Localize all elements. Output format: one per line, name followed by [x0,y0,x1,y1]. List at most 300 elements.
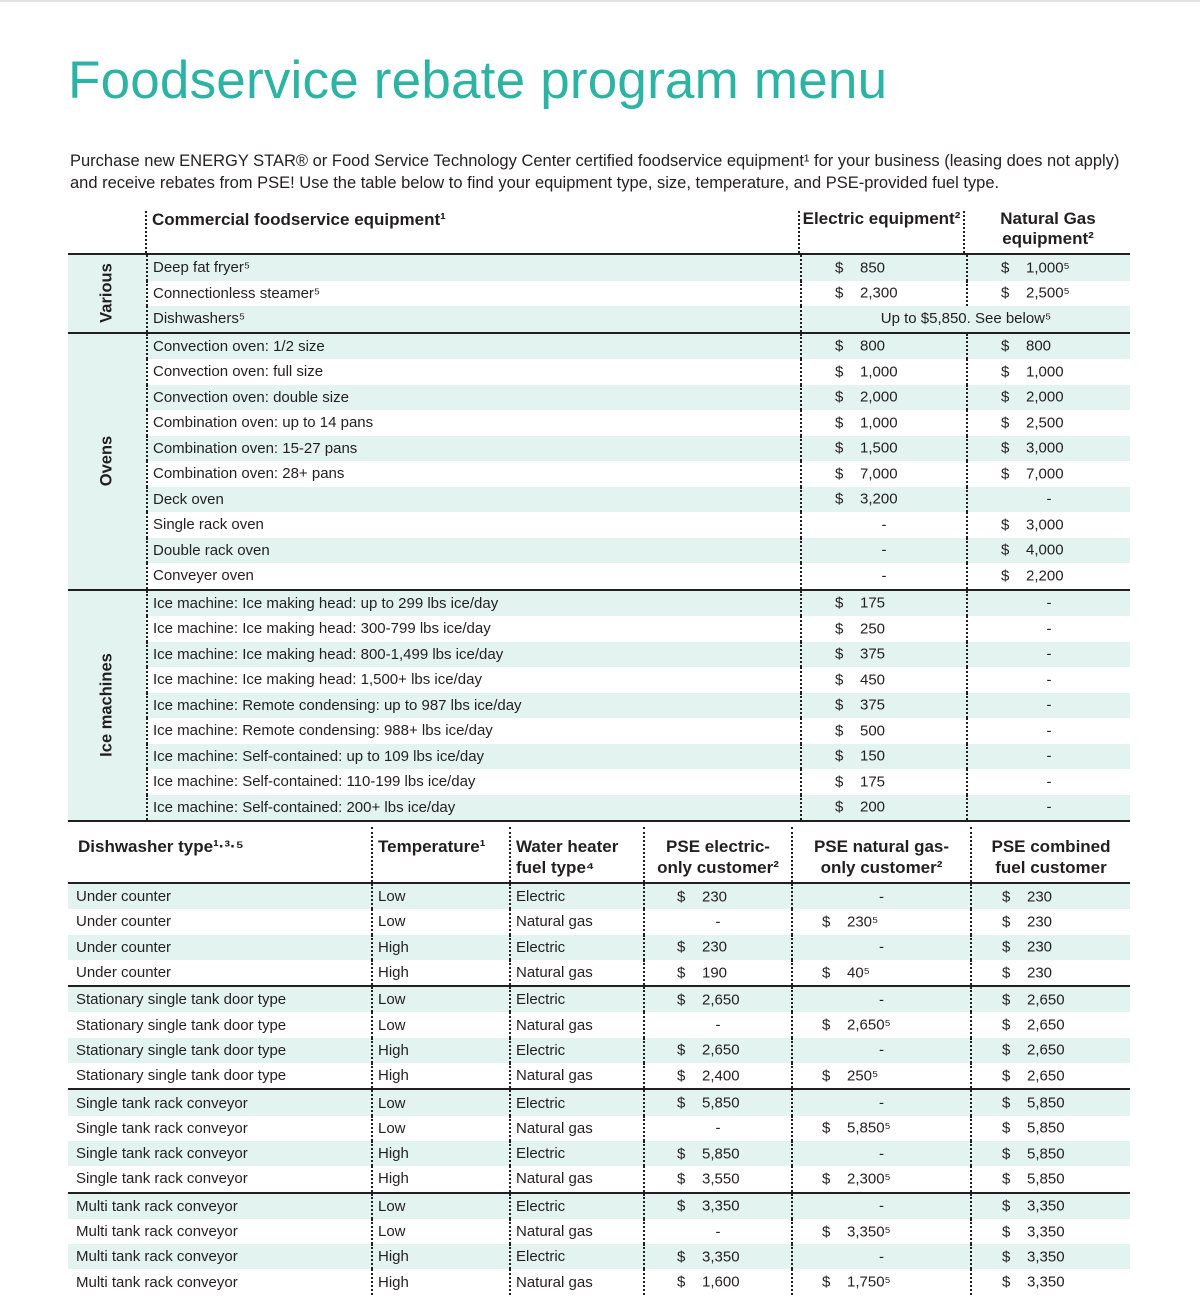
table-row [146,616,1130,642]
fuel-type: Natural gas [509,1166,643,1191]
equipment-name: Ice machine: Self-contained: 200+ lbs ice/day [146,795,800,821]
gas-rebate [966,410,1130,436]
gas-rebate [966,255,1130,281]
rebate-amount: 230 [1027,913,1053,931]
gas-only-rebate [791,1141,970,1166]
temperature: Low [371,1194,509,1219]
temperature: Low [371,1090,509,1115]
table-row [146,591,1130,617]
currency-symbol: $ [677,1145,686,1163]
temperature: High [371,1244,509,1269]
currency-symbol: $ [677,991,686,1009]
rebate-amount: 2,650 [1027,1067,1065,1085]
equipment-name: Ice machine: Self-contained: 110-199 lbs ice/day [146,769,800,795]
equipment-group [68,591,1130,823]
gas-rebate [966,718,1130,744]
combined-fuel-rebate [970,1063,1130,1088]
electric-rebate [800,667,966,693]
equipment-name: Ice machine: Ice making head: 800-1,499 lbs ice/day [146,642,800,668]
electric-only-rebate [643,884,791,909]
electric-only-rebate [643,1038,791,1063]
combined-fuel-rebate [970,909,1130,934]
currency-symbol: $ [822,1016,831,1034]
equipment-name: Combination oven: 28+ pans [146,461,800,487]
group-rows [146,255,1130,332]
temperature: Low [371,1012,509,1037]
equipment-table [68,205,1130,822]
currency-symbol: $ [1002,1223,1011,1240]
empty-value: - [881,567,887,585]
gas-only-rebate [791,1116,970,1141]
dishwasher-type: Under counter [76,888,172,906]
dishwasher-table [68,827,1130,1295]
combined-fuel-rebate [970,935,1130,960]
equipment-name: Single rack oven [146,512,800,538]
temperature: Low [371,884,509,909]
currency-symbol: $ [1002,1197,1011,1215]
rebate-amount: 3,350 [1027,1197,1065,1215]
dishwasher-group [68,1090,1130,1193]
combined-fuel-rebate [970,884,1130,909]
table-row [146,255,1130,281]
rebate-amount: 2,650 [702,991,740,1009]
electric-only-rebate [643,1012,791,1037]
rebate-amount: 3,000 [1026,439,1064,457]
rebate-amount: 2,650 [1027,1041,1065,1059]
header-fuel-type: Water heater fuel type⁴ [509,827,643,882]
gas-only-rebate [791,884,970,909]
electric-rebate [800,385,966,411]
rebate-amount: 2,300 [860,284,898,302]
temperature: Low [371,987,509,1012]
currency-symbol: $ [822,1067,831,1085]
fuel-type: Electric [509,935,643,960]
dishwasher-table-header [68,827,1130,884]
equipment-name: Dishwashers⁵ [146,306,800,332]
gas-rebate [966,769,1130,795]
empty-value: - [1046,747,1052,765]
electric-rebate [800,538,966,564]
dishwasher-type: Under counter [76,913,172,931]
rebate-amount: 1,000⁵ [1026,259,1070,277]
gas-only-rebate [791,1012,970,1037]
temperature: High [371,1269,509,1294]
currency-symbol: $ [1002,964,1011,982]
category-label [68,334,146,589]
combined-fuel-rebate [970,1090,1130,1115]
rebate-amount: 175 [860,773,886,791]
combined-fuel-rebate [970,1141,1130,1166]
table-row [68,1269,1130,1294]
electric-rebate [800,769,966,795]
currency-symbol: $ [835,798,844,816]
table-row [68,1012,1130,1037]
currency-symbol: $ [1002,1016,1011,1034]
empty-value: - [1046,594,1052,612]
empty-value: - [879,1197,884,1215]
currency-symbol: $ [1001,284,1010,302]
temperature: High [371,1038,509,1063]
currency-symbol: $ [677,1197,686,1215]
rebate-amount: 5,850 [702,1145,740,1163]
gas-rebate [966,591,1130,617]
rebate-amount: 1,000 [860,363,898,381]
currency-symbol: $ [677,1248,686,1266]
rebate-amount: 3,350 [702,1197,740,1215]
equipment-name: Ice machine: Ice making head: 1,500+ lbs ice/day [146,667,800,693]
currency-symbol: $ [677,1094,686,1112]
category-label [68,591,146,821]
dishwasher-type: Single tank rack conveyor [76,1119,248,1137]
electric-only-rebate [643,909,791,934]
currency-symbol: $ [1001,439,1010,457]
rebate-amount: 2,000 [860,388,898,406]
electric-rebate [800,591,966,617]
combined-fuel-rebate [970,1219,1130,1244]
gas-only-rebate [791,1063,970,1088]
electric-only-rebate [643,960,791,985]
rebate-amount: 1,000 [1026,363,1064,381]
table-row [146,487,1130,513]
combined-fuel-rebate [970,1166,1130,1191]
currency-symbol: $ [677,964,686,982]
rebate-amount: 450 [860,671,886,689]
electric-rebate [800,563,966,589]
group-rows [146,334,1130,589]
electric-only-rebate [643,1141,791,1166]
empty-value: - [1046,490,1052,508]
currency-symbol: $ [677,1273,686,1291]
header-gas-only: PSE natural gas- only customer² [791,827,970,882]
dishwasher-type: Multi tank rack conveyor [76,1223,238,1240]
electric-only-rebate [643,1219,791,1244]
rebate-amount: 5,850 [1027,1094,1065,1112]
equipment-group [68,255,1130,334]
empty-value: - [715,1223,721,1240]
empty-value: - [879,991,884,1009]
electric-only-rebate [643,1194,791,1219]
currency-symbol: $ [835,696,844,714]
electric-rebate [800,359,966,385]
temperature: Low [371,1116,509,1141]
currency-symbol: $ [822,1170,831,1188]
rebate-amount: 1,600 [702,1273,740,1291]
rebate-amount: 3,550 [702,1170,740,1188]
combined-fuel-rebate [970,987,1130,1012]
currency-symbol: $ [822,964,831,982]
currency-symbol: $ [822,1273,831,1291]
currency-symbol: $ [835,645,844,663]
dishwasher-type: Multi tank rack conveyor [76,1197,238,1215]
fuel-type: Electric [509,884,643,909]
rebate-amount: 3,350 [1027,1223,1065,1240]
electric-rebate [800,744,966,770]
table-row [146,359,1130,385]
rebate-amount: 375 [860,696,886,714]
rebate-amount: 2,650 [1027,1016,1065,1034]
dishwasher-type: Multi tank rack conveyor [76,1273,238,1291]
table-row [146,512,1130,538]
rebate-amount: 230 [1027,964,1053,982]
electric-only-rebate [643,1166,791,1191]
table-row [146,306,1130,332]
electric-rebate [800,410,966,436]
table-row [68,1244,1130,1269]
header-combined-fuel: PSE combined fuel customer [970,827,1130,882]
rebate-amount: 2,500⁵ [1026,284,1070,302]
equipment-name: Ice machine: Ice making head: 300-799 lbs ice/day [146,616,800,642]
electric-rebate [800,436,966,462]
fuel-type: Natural gas [509,1269,643,1294]
rebate-amount: 230 [1027,888,1053,906]
electric-rebate [800,281,966,307]
electric-rebate [800,642,966,668]
currency-symbol: $ [835,490,844,508]
gas-only-rebate [791,1244,970,1269]
empty-value: - [1046,696,1052,714]
electric-rebate [800,334,966,360]
equipment-name: Ice machine: Ice making head: up to 299 lbs ice/day [146,591,800,617]
currency-symbol: $ [835,414,844,432]
table-row [146,693,1130,719]
rebate-amount: 250⁵ [847,1067,879,1085]
currency-symbol: $ [1001,541,1010,559]
gas-rebate [966,538,1130,564]
gas-rebate [966,563,1130,589]
equipment-table-header [68,205,1130,255]
rebate-amount: 2,650 [1027,991,1065,1009]
dishwasher-table-body [68,884,1130,1295]
dishwasher-type: Stationary single tank door type [76,1067,287,1085]
empty-value: - [881,541,887,559]
temperature: High [371,960,509,985]
rebate-amount: 3,350 [1027,1248,1065,1266]
rebate-amount: 3,200 [860,490,898,508]
rebate-amount: 3,350 [1027,1273,1065,1291]
rebate-amount: 2,400 [702,1067,740,1085]
rebate-amount: 2,300⁵ [847,1170,891,1188]
temperature: High [371,1063,509,1088]
temperature: Low [371,1219,509,1244]
fuel-type: Natural gas [509,1116,643,1141]
currency-symbol: $ [1002,991,1011,1009]
gas-only-rebate [791,1219,970,1244]
rebate-amount: 5,850 [702,1094,740,1112]
category-text: Ovens [97,435,116,487]
fuel-type: Natural gas [509,1063,643,1088]
electric-rebate [800,693,966,719]
table-row [68,1116,1130,1141]
currency-symbol: $ [1002,888,1011,906]
currency-symbol: $ [835,259,844,277]
gas-rebate [966,512,1130,538]
fuel-type: Electric [509,1244,643,1269]
rebate-amount: 5,850⁵ [847,1119,891,1137]
combined-fuel-rebate [970,1012,1130,1037]
electric-rebate [800,795,966,821]
temperature: High [371,1166,509,1191]
rebate-amount: 200 [860,798,886,816]
gas-rebate [966,461,1130,487]
currency-symbol: $ [822,913,831,931]
rebate-amount: 1,750⁵ [847,1273,891,1291]
table-row [68,909,1130,934]
dishwasher-type: Under counter [76,938,172,956]
rebate-amount: 230 [1027,938,1053,956]
combined-fuel-rebate [970,960,1130,985]
currency-symbol: $ [1002,913,1011,931]
rebate-amount: 800 [1026,337,1052,355]
equipment-name: Deck oven [146,487,800,513]
fuel-type: Natural gas [509,909,643,934]
category-text: Various [97,263,116,324]
gas-only-rebate [791,1269,970,1294]
gas-rebate [966,795,1130,821]
rebate-amount: 5,850 [1027,1145,1065,1163]
electric-only-rebate [643,1244,791,1269]
intro-paragraph: Purchase new ENERGY STAR® or Food Service Technology Center certified foodservice equipment¹ for your business (leasing does not apply) and receive rebates from PSE! Use the table below to find your equipment type, size, temperature, and PSE-provided fuel type. [70,152,1120,192]
rebate-amount: 850 [860,259,886,277]
equipment-name: Convection oven: full size [146,359,800,385]
gas-only-rebate [791,909,970,934]
gas-only-rebate [791,960,970,985]
table-row [68,884,1130,909]
gas-rebate [966,642,1130,668]
currency-symbol: $ [1001,388,1010,406]
table-row [68,1141,1130,1166]
fuel-type: Electric [509,1194,643,1219]
currency-symbol: $ [677,1170,686,1188]
rebate-amount: 5,850 [1027,1170,1065,1188]
electric-rebate [800,616,966,642]
equipment-group [68,334,1130,591]
equipment-name: Convection oven: 1/2 size [146,334,800,360]
currency-symbol: $ [835,363,844,381]
rebate-amount: 7,000 [1026,465,1064,483]
empty-value: - [879,1094,884,1112]
rebate-amount: 150 [860,747,886,765]
rebate-amount: 230 [702,888,728,906]
table-row [146,769,1130,795]
fuel-type: Electric [509,1141,643,1166]
currency-symbol: $ [835,671,844,689]
currency-symbol: $ [835,337,844,355]
currency-symbol: $ [835,773,844,791]
equipment-name: Conveyer oven [146,563,800,589]
currency-symbol: $ [835,620,844,638]
table-row [146,538,1130,564]
currency-symbol: $ [1001,259,1010,277]
currency-symbol: $ [835,388,844,406]
empty-value: - [1046,645,1052,663]
equipment-name: Deep fat fryer⁵ [146,255,800,281]
currency-symbol: $ [822,1119,831,1137]
rebate-amount: 230 [702,938,728,956]
rebate-amount: 2,650 [702,1041,740,1059]
currency-symbol: $ [1002,1273,1011,1291]
dishwasher-group [68,987,1130,1090]
combined-fuel-rebate [970,1244,1130,1269]
gas-rebate [966,616,1130,642]
empty-value: - [715,1016,721,1034]
currency-symbol: $ [1002,1145,1011,1163]
currency-symbol: $ [835,594,844,612]
fuel-type: Natural gas [509,1012,643,1037]
currency-symbol: $ [1002,1067,1011,1085]
table-row [146,281,1130,307]
rebate-amount: 7,000 [860,465,898,483]
dishwasher-type: Multi tank rack conveyor [76,1248,238,1266]
equipment-name: Combination oven: 15-27 pans [146,436,800,462]
combined-fuel-rebate [970,1194,1130,1219]
table-row [146,563,1130,589]
table-row [68,987,1130,1012]
empty-value: - [1046,773,1052,791]
header-natural-gas: Natural Gas equipment² [1000,209,1096,248]
header-temperature: Temperature¹ [371,827,509,882]
fuel-type: Natural gas [509,1219,643,1244]
rebate-amount: 2,650⁵ [847,1016,891,1034]
gas-only-rebate [791,1166,970,1191]
rebate-amount: 1,500 [860,439,898,457]
currency-symbol: $ [1002,1170,1011,1188]
dishwasher-type: Under counter [76,964,172,982]
electric-rebate [800,487,966,513]
rebate-amount: 3,350 [702,1248,740,1266]
currency-symbol: $ [1001,363,1010,381]
currency-symbol: $ [1002,1041,1011,1059]
equipment-name: Ice machine: Self-contained: up to 109 lbs ice/day [146,744,800,770]
rebate-amount: 500 [860,722,886,740]
rebate-amount: 800 [860,337,886,355]
combined-note: Up to $5,850. See below⁵ [800,306,1130,332]
electric-rebate [800,461,966,487]
empty-value: - [1046,671,1052,689]
fuel-type: Electric [509,987,643,1012]
equipment-name: Connectionless steamer⁵ [146,281,800,307]
empty-value: - [879,938,884,956]
table-row [68,935,1130,960]
electric-only-rebate [643,1090,791,1115]
empty-value: - [879,888,884,906]
currency-symbol: $ [1002,938,1011,956]
electric-only-rebate [643,987,791,1012]
electric-only-rebate [643,1063,791,1088]
fuel-type: Electric [509,1090,643,1115]
currency-symbol: $ [1002,1094,1011,1112]
gas-only-rebate [791,1194,970,1219]
empty-value: - [715,913,721,931]
equipment-name: Double rack oven [146,538,800,564]
table-row [146,642,1130,668]
rebate-amount: 175 [860,594,886,612]
currency-symbol: $ [1001,414,1010,432]
rebate-amount: 3,000 [1026,516,1064,534]
equipment-name: Convection oven: double size [146,385,800,411]
gas-only-rebate [791,987,970,1012]
currency-symbol: $ [835,439,844,457]
electric-rebate [800,255,966,281]
header-dishwasher-type: Dishwasher type¹·³·⁵ [78,837,244,856]
dishwasher-group [68,1194,1130,1295]
table-row [146,718,1130,744]
table-row [68,1194,1130,1219]
gas-rebate [966,667,1130,693]
header-equipment: Commercial foodservice equipment¹ [152,210,446,229]
temperature: High [371,935,509,960]
gas-rebate [966,487,1130,513]
rebate-amount: 375 [860,645,886,663]
